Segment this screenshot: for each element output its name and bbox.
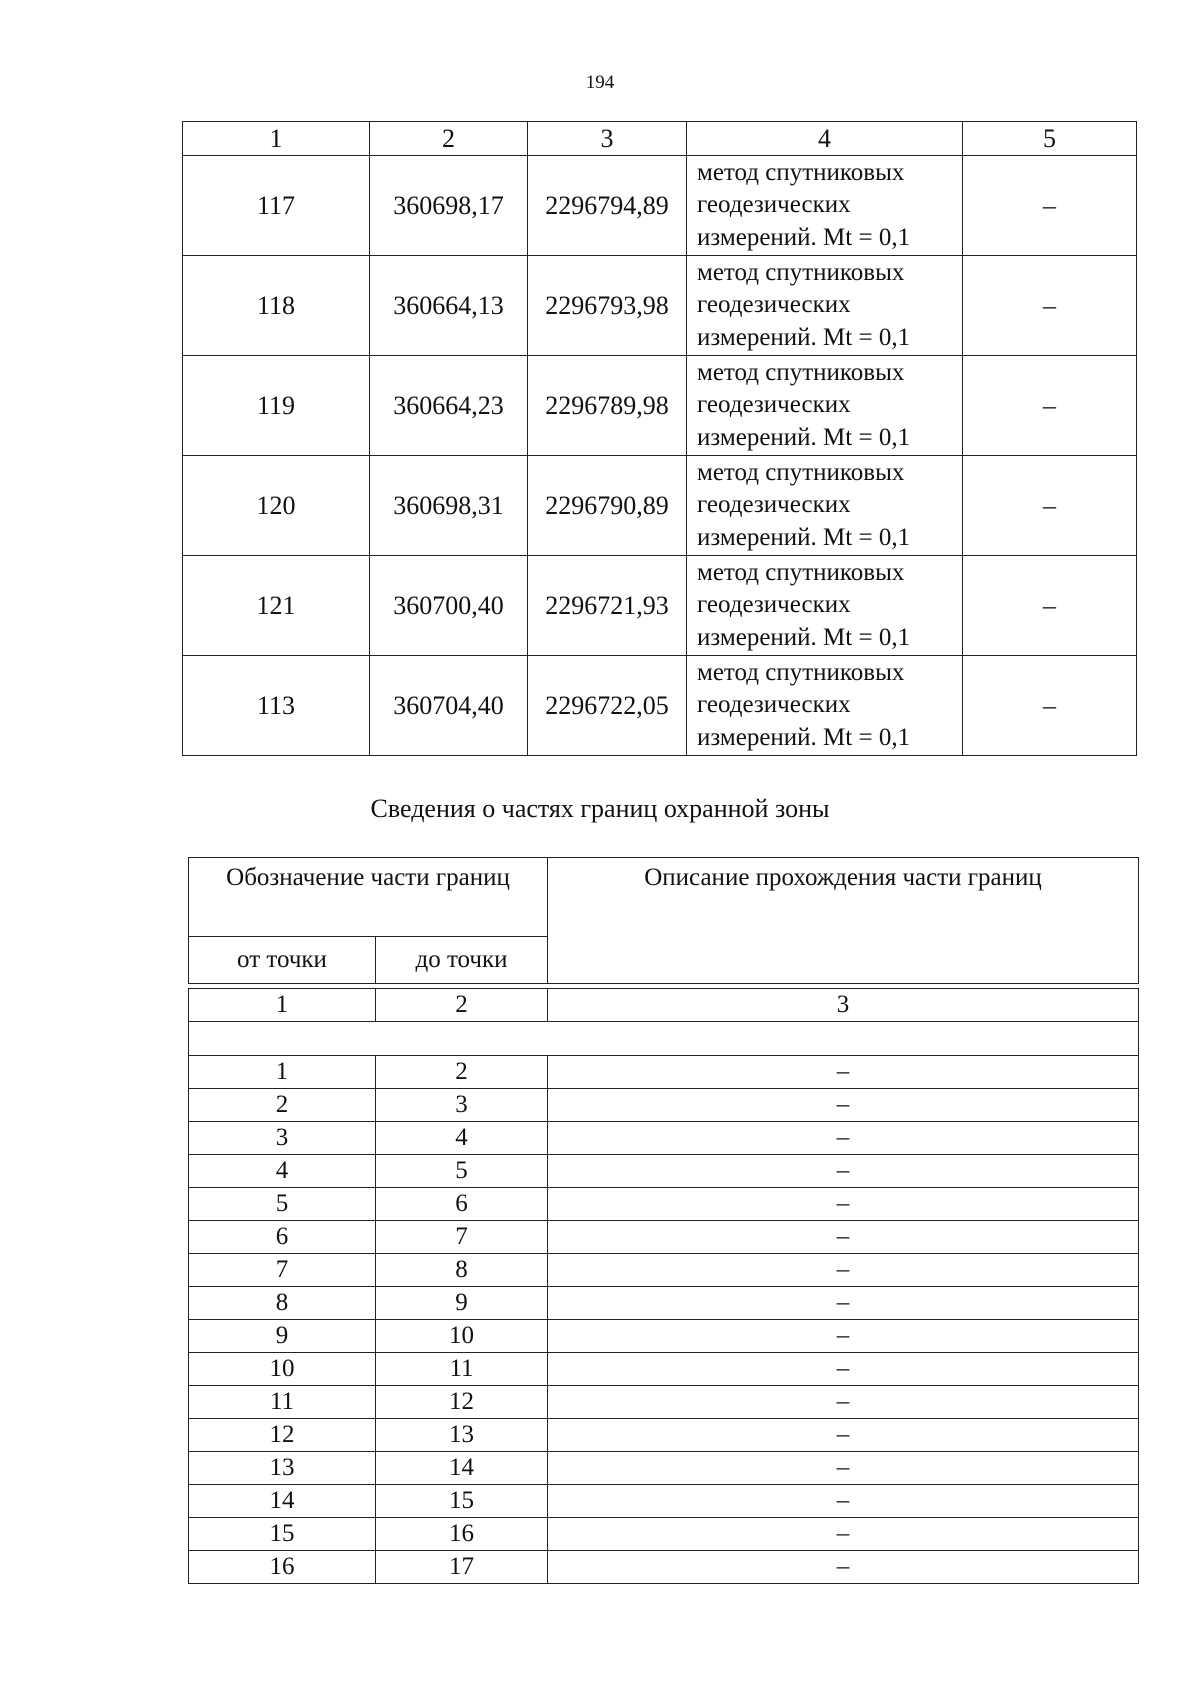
to-point: 14 <box>376 1452 548 1485</box>
table-row <box>189 1188 1139 1221</box>
part-description: – <box>548 1320 1139 1353</box>
to-point: 4 <box>376 1122 548 1155</box>
to-point: 6 <box>376 1188 548 1221</box>
coordinate-y: 2296794,89 <box>528 156 687 256</box>
table-row <box>189 1353 1139 1386</box>
table-row <box>189 1254 1139 1287</box>
method-line: метод спутниковых <box>697 358 905 386</box>
table-row <box>189 1419 1139 1452</box>
position-note: – <box>963 156 1137 256</box>
coordinate-y: 2296789,98 <box>528 356 687 456</box>
determination-method <box>687 356 963 456</box>
to-point: 16 <box>376 1518 548 1551</box>
position-note: – <box>963 456 1137 556</box>
parts-col-number-1: 1 <box>189 989 376 1022</box>
from-point: 16 <box>189 1551 376 1584</box>
point-number: 120 <box>183 456 370 556</box>
to-point: 7 <box>376 1221 548 1254</box>
from-point: 9 <box>189 1320 376 1353</box>
from-point: 6 <box>189 1221 376 1254</box>
part-description: – <box>548 1485 1139 1518</box>
table-row <box>189 1386 1139 1419</box>
table-row <box>189 1155 1139 1188</box>
point-number: 119 <box>183 356 370 456</box>
method-line: геодезических <box>697 491 851 519</box>
part-description: – <box>548 1254 1139 1287</box>
header-to-point: до точки <box>376 937 548 984</box>
part-description: – <box>548 1089 1139 1122</box>
method-line: метод спутниковых <box>697 258 905 286</box>
points-col-number-2: 2 <box>370 122 528 156</box>
part-description: – <box>548 1188 1139 1221</box>
determination-method <box>687 556 963 656</box>
table-row <box>189 1221 1139 1254</box>
part-description: – <box>548 1221 1139 1254</box>
coordinate-y: 2296790,89 <box>528 456 687 556</box>
from-point: 5 <box>189 1188 376 1221</box>
point-number: 121 <box>183 556 370 656</box>
coordinate-x: 360664,13 <box>370 256 528 356</box>
part-description: – <box>548 1551 1139 1584</box>
position-note: – <box>963 556 1137 656</box>
header-from-point: от точки <box>189 937 376 984</box>
from-point: 1 <box>189 1056 376 1089</box>
table-row <box>183 256 1137 356</box>
coordinate-x: 360698,17 <box>370 156 528 256</box>
part-description: – <box>548 1518 1139 1551</box>
method-line: измерений. Mt = 0,1 <box>697 223 911 251</box>
to-point: 11 <box>376 1353 548 1386</box>
from-point: 8 <box>189 1287 376 1320</box>
coordinate-x: 360704,40 <box>370 656 528 756</box>
from-point: 4 <box>189 1155 376 1188</box>
points-col-number-3: 3 <box>528 122 687 156</box>
from-point: 12 <box>189 1419 376 1452</box>
points-col-number-4: 4 <box>687 122 963 156</box>
point-number: 113 <box>183 656 370 756</box>
method-line: измерений. Mt = 0,1 <box>697 323 911 351</box>
part-description: – <box>548 1452 1139 1485</box>
table-row <box>189 1551 1139 1584</box>
determination-method <box>687 156 963 256</box>
table-row <box>189 1056 1139 1089</box>
from-point: 13 <box>189 1452 376 1485</box>
parts-col-number-3: 3 <box>548 989 1139 1022</box>
method-line: геодезических <box>697 391 851 419</box>
from-point: 2 <box>189 1089 376 1122</box>
method-line: метод спутниковых <box>697 458 905 486</box>
method-line: измерений. Mt = 0,1 <box>697 523 911 551</box>
to-point: 5 <box>376 1155 548 1188</box>
from-point: 3 <box>189 1122 376 1155</box>
coordinate-y: 2296721,93 <box>528 556 687 656</box>
part-description: – <box>548 1155 1139 1188</box>
page-number: 194 <box>585 72 615 93</box>
from-point: 11 <box>189 1386 376 1419</box>
header-boundary-part-designation: Обозначение части границ <box>189 858 548 937</box>
method-line: геодезических <box>697 291 851 319</box>
method-line: измерений. Mt = 0,1 <box>697 423 911 451</box>
method-line: измерений. Mt = 0,1 <box>697 623 911 651</box>
coordinate-x: 360700,40 <box>370 556 528 656</box>
from-point: 7 <box>189 1254 376 1287</box>
table-row <box>189 1089 1139 1122</box>
table-row <box>183 556 1137 656</box>
from-point: 14 <box>189 1485 376 1518</box>
table-row <box>189 1518 1139 1551</box>
to-point: 12 <box>376 1386 548 1419</box>
method-line: метод спутниковых <box>697 658 905 686</box>
position-note: – <box>963 256 1137 356</box>
table-row <box>189 1452 1139 1485</box>
coordinate-y: 2296722,05 <box>528 656 687 756</box>
table-row <box>189 1485 1139 1518</box>
table-row <box>183 356 1137 456</box>
part-description: – <box>548 1122 1139 1155</box>
to-point: 13 <box>376 1419 548 1452</box>
points-col-number-1: 1 <box>183 122 370 156</box>
to-point: 17 <box>376 1551 548 1584</box>
table-row <box>183 656 1137 756</box>
boundary-points-table <box>182 121 1137 756</box>
method-line: геодезических <box>697 691 851 719</box>
table-row <box>189 1320 1139 1353</box>
determination-method <box>687 456 963 556</box>
method-line: метод спутниковых <box>697 158 905 186</box>
part-description: – <box>548 1056 1139 1089</box>
part-description: – <box>548 1419 1139 1452</box>
header-boundary-part-description: Описание прохождения части границ <box>548 858 1139 984</box>
from-point: 10 <box>189 1353 376 1386</box>
table-row <box>183 456 1137 556</box>
to-point: 3 <box>376 1089 548 1122</box>
position-note: – <box>963 656 1137 756</box>
coordinate-y: 2296793,98 <box>528 256 687 356</box>
position-note: – <box>963 356 1137 456</box>
to-point: 8 <box>376 1254 548 1287</box>
to-point: 9 <box>376 1287 548 1320</box>
method-line: геодезических <box>697 591 851 619</box>
table-row <box>189 1287 1139 1320</box>
coordinate-x: 360698,31 <box>370 456 528 556</box>
to-point: 2 <box>376 1056 548 1089</box>
table-row <box>189 1122 1139 1155</box>
to-point: 10 <box>376 1320 548 1353</box>
point-number: 118 <box>183 256 370 356</box>
parts-column-numbers-row <box>189 989 1139 1022</box>
blank-row <box>189 1022 1139 1056</box>
method-line: геодезических <box>697 191 851 219</box>
determination-method <box>687 256 963 356</box>
section-title: Сведения о частях границ охранной зоны <box>370 794 830 823</box>
determination-method <box>687 656 963 756</box>
table-row <box>183 156 1137 256</box>
parts-col-number-2: 2 <box>376 989 548 1022</box>
to-point: 15 <box>376 1485 548 1518</box>
part-description: – <box>548 1287 1139 1320</box>
part-description: – <box>548 1353 1139 1386</box>
points-col-number-5: 5 <box>963 122 1137 156</box>
from-point: 15 <box>189 1518 376 1551</box>
method-line: измерений. Mt = 0,1 <box>697 723 911 751</box>
points-table-header-row <box>183 122 1137 156</box>
boundary-parts-table <box>188 857 1139 1584</box>
point-number: 117 <box>183 156 370 256</box>
method-line: метод спутниковых <box>697 558 905 586</box>
part-description: – <box>548 1386 1139 1419</box>
coordinate-x: 360664,23 <box>370 356 528 456</box>
